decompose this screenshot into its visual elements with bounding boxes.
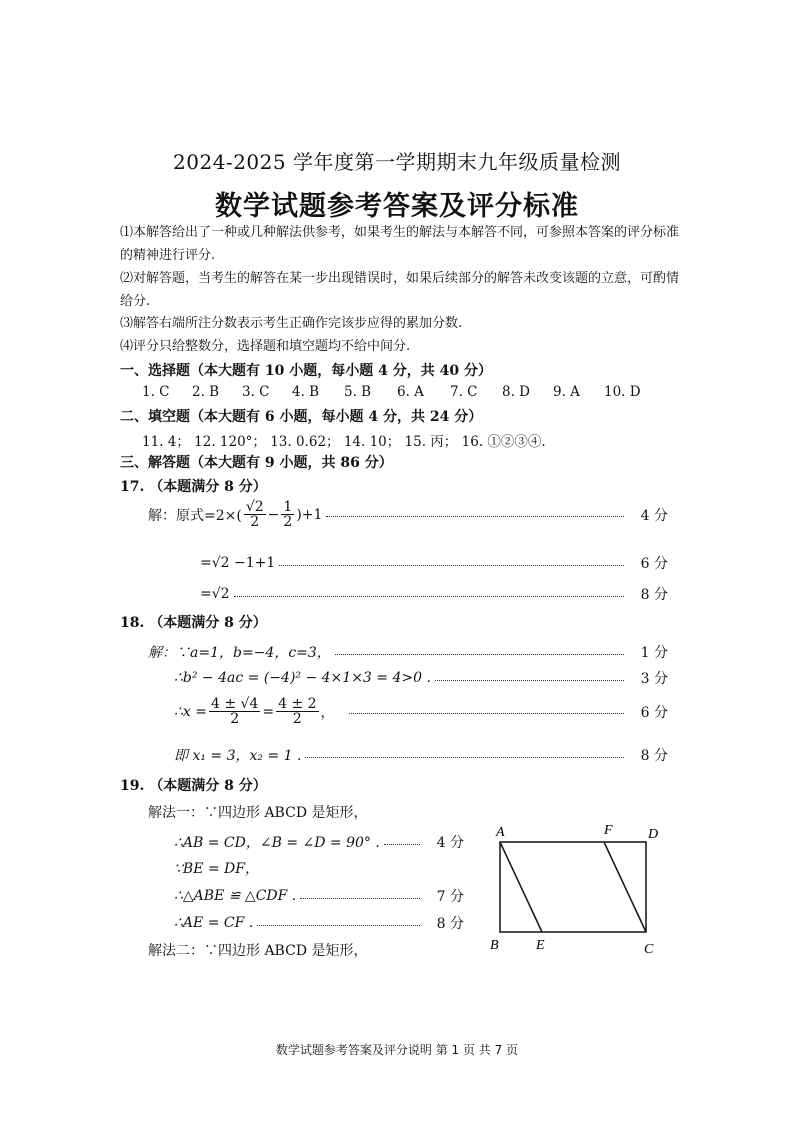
- p17-step-2: [200, 553, 668, 573]
- score: 3 分: [640, 671, 668, 687]
- label-c: C: [644, 942, 654, 957]
- leader-dots: [335, 654, 624, 655]
- label-d: D: [648, 827, 659, 842]
- rectangle-figure: [486, 818, 666, 958]
- p19-step-1-expr: ∴AB = CD，∠B = ∠D = 90° .: [174, 835, 380, 851]
- numerator: 1: [283, 499, 293, 515]
- p18-step-2: [174, 668, 668, 688]
- choice-answer: 7. C: [450, 384, 478, 400]
- leader-dots: [349, 713, 624, 714]
- score: 4 分: [436, 835, 464, 851]
- score: 8 分: [640, 748, 668, 764]
- score: 1 分: [640, 645, 668, 661]
- leader-dots: [234, 596, 624, 597]
- note-2: ⑵对解答题，当考生的解答在某一步出现错误时，如果后续部分的解答未改变该题的立意，可酌情给分.: [120, 271, 680, 309]
- section-solve-heading: 三、解答题（本大题有 9 小题，共 86 分）: [120, 455, 393, 471]
- p19-method-2: [148, 940, 368, 960]
- note-4: ⑷评分只给整数分，选择题和填空题均不给中间分.: [120, 339, 411, 354]
- fraction: [281, 500, 294, 529]
- choice-answer: 4. B: [292, 384, 320, 400]
- p19-step-2-expr: ∵BE = DF，: [174, 861, 259, 877]
- label-b: B: [490, 938, 499, 953]
- leader-dots: [305, 757, 624, 758]
- rectangle-abcd: [500, 842, 646, 932]
- page-footer: 数学试题参考答案及评分说明 第 1 页 共 7 页: [275, 1043, 519, 1057]
- p19-method-1-text: 解法一：∵四边形 ABCD 是矩形，: [148, 805, 368, 821]
- leader-dots: [257, 925, 420, 926]
- p17-step-3-expr: =√2: [200, 586, 230, 602]
- choice-answer: 5. B: [344, 384, 372, 400]
- choice-answer: 10. D: [604, 384, 641, 400]
- p17-step-1-label: 解：原式=2×(: [148, 507, 242, 524]
- p18-step-2-expr: ∴b² − 4ac = (−4)² − 4×1×3 = 4>0 .: [174, 670, 431, 686]
- label-e: E: [536, 938, 545, 953]
- score: 6 分: [640, 704, 668, 721]
- choice-answer: 6. A: [397, 384, 424, 400]
- segment-ae: [500, 842, 542, 932]
- p19-step-2: [174, 858, 259, 878]
- choice-answer: 3. C: [242, 384, 270, 400]
- p17-step-1: [148, 500, 668, 529]
- answer-key-title: 数学试题参考答案及评分标准: [215, 191, 579, 222]
- score: 6 分: [640, 556, 668, 572]
- fraction: [209, 697, 260, 726]
- label-a: A: [496, 825, 505, 840]
- p19-method-2-text: 解法二：∵四边形 ABCD 是矩形，: [148, 943, 368, 959]
- p19-step-3: [174, 886, 464, 906]
- denominator: 2: [292, 711, 302, 727]
- note-3: ⑶解答右端所注分数表示考生正确作完该步应得的累加分数.: [120, 316, 463, 331]
- score: 7 分: [436, 889, 464, 905]
- choice-answer: 8. D: [502, 384, 530, 400]
- p19-step-4-expr: ∴AE = CF .: [174, 915, 254, 931]
- fill-answers: 11. 4； 12. 120°； 13. 0.62； 14. 10； 15. 丙； 16. ①②③④.: [142, 434, 546, 450]
- numerator: √2: [245, 499, 264, 515]
- note-1: ⑴本解答给出了一种或几种解法供参考，如果考生的解法与本解答不同，可参照本答案的评分标准的精神进行评分.: [120, 225, 680, 263]
- problem-19-heading: 19. （本题满分 8 分）: [120, 778, 267, 794]
- p19-step-1: [174, 832, 464, 852]
- leader-dots: [279, 565, 624, 566]
- exam-title: 2024-2025 学年度第一学期期末九年级质量检测: [173, 150, 621, 174]
- label-f: F: [604, 823, 613, 838]
- section-fill-heading: 二、填空题（本大题有 6 小题，每小题 4 分，共 24 分）: [120, 409, 483, 425]
- p18-step-4: [174, 745, 668, 765]
- p17-step-3: [200, 584, 668, 604]
- p18-step-1: [148, 642, 668, 662]
- p19-step-3-expr: ∴△ABE ≌ △CDF .: [174, 888, 297, 904]
- choice-answer: 9. A: [553, 384, 580, 400]
- leader-dots: [300, 898, 420, 899]
- p18-step-4-expr: 即 x₁ = 3，x₂ = 1 .: [174, 748, 302, 764]
- section-choice-heading: 一、选择题（本大题有 10 小题，每小题 4 分，共 40 分）: [120, 363, 492, 379]
- fraction: [244, 500, 266, 529]
- denominator: 2: [230, 711, 240, 727]
- p18-step-3-tail: ，: [320, 704, 335, 721]
- segment-cf: [604, 842, 646, 932]
- p18-step-3: [174, 697, 668, 726]
- choice-answer: 2. B: [192, 384, 220, 400]
- problem-18-heading: 18. （本题满分 8 分）: [120, 615, 267, 631]
- leader-dots: [384, 844, 420, 845]
- numerator: 4 ± √4: [210, 696, 259, 712]
- denominator: 2: [250, 514, 260, 530]
- score: 4 分: [640, 507, 668, 524]
- leader-dots: [326, 516, 624, 517]
- p18-step-1-expr: 解：∵a=1，b=−4，c=3，: [148, 645, 331, 661]
- score: 8 分: [436, 916, 464, 932]
- score: 8 分: [640, 587, 668, 603]
- p17-step-2-expr: =√2 −1+1: [200, 555, 276, 571]
- equals-sign: =: [262, 703, 275, 720]
- minus-sign: −: [267, 506, 280, 523]
- problem-17-heading: 17. （本题满分 8 分）: [120, 479, 267, 495]
- p19-step-4: [174, 913, 464, 933]
- p18-step-3-prefix: ∴x =: [174, 703, 207, 720]
- leader-dots: [435, 680, 624, 681]
- fraction: [276, 697, 318, 726]
- p17-step-1-tail: )+1: [296, 506, 323, 523]
- numerator: 4 ± 2: [278, 696, 317, 712]
- p19-method-1: [148, 802, 368, 822]
- choice-answer: 1. C: [142, 384, 170, 400]
- denominator: 2: [283, 514, 293, 530]
